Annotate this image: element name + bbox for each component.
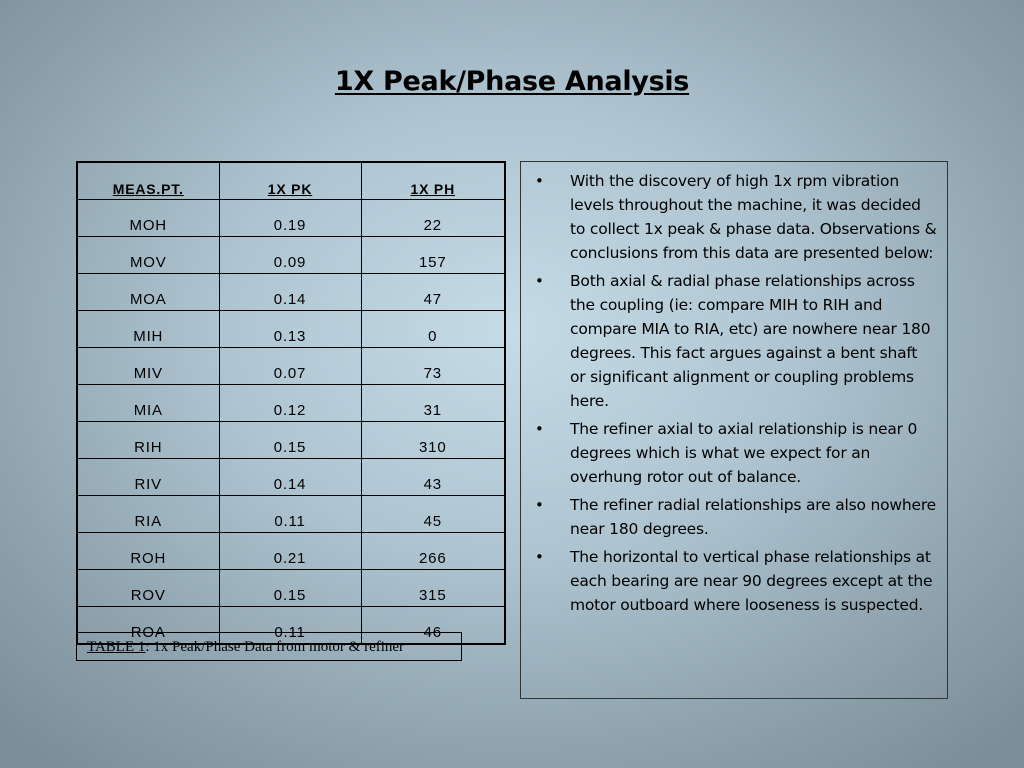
- observations-box: [520, 161, 948, 699]
- bullet-icon: •: [535, 272, 544, 290]
- bullet-icon: •: [535, 172, 544, 190]
- peak-cell: 0.21: [219, 533, 361, 570]
- peak-cell: 0.09: [219, 237, 361, 274]
- table-row: [77, 459, 505, 496]
- observation-item: [535, 493, 937, 541]
- observation-text: Both axial & radial phase relationships across the coupling (ie: compare MIH to RIH and compare MIA to RIA, etc) are nowhere near 180 degrees. This fact argues against a bent shaft or significant alignment or coupling problems here.: [570, 272, 931, 410]
- meas-pt-cell: MIH: [77, 311, 219, 348]
- bullet-icon: •: [535, 420, 544, 438]
- bullet-icon: •: [535, 496, 544, 514]
- meas-pt-cell: ROH: [77, 533, 219, 570]
- meas-pt-cell: RIH: [77, 422, 219, 459]
- observation-text: The horizontal to vertical phase relationships at each bearing are near 90 degrees except at the motor outboard where looseness is suspected.: [570, 548, 933, 614]
- meas-pt-cell: MIA: [77, 385, 219, 422]
- phase-cell: 22: [361, 200, 505, 237]
- phase-cell: 46: [361, 607, 505, 645]
- caption-label: TABLE 1: [87, 639, 146, 655]
- observations-list: [535, 169, 937, 617]
- peak-cell: 0.11: [219, 607, 361, 645]
- peak-cell: 0.14: [219, 274, 361, 311]
- peak-cell: 0.19: [219, 200, 361, 237]
- table-row: [77, 348, 505, 385]
- table-row: [77, 385, 505, 422]
- meas-pt-cell: MOA: [77, 274, 219, 311]
- meas-pt-cell: RIV: [77, 459, 219, 496]
- meas-pt-cell: ROA: [77, 607, 219, 645]
- table-row: [77, 274, 505, 311]
- table-caption: [76, 632, 462, 661]
- meas-pt-cell: RIA: [77, 496, 219, 533]
- table-header-row: [77, 162, 505, 200]
- peak-cell: 0.14: [219, 459, 361, 496]
- caption-text: : 1x Peak/Phase Data from motor & refiner: [145, 639, 405, 655]
- observation-item: [535, 269, 937, 413]
- peak-cell: 0.07: [219, 348, 361, 385]
- phase-cell: 45: [361, 496, 505, 533]
- phase-cell: 43: [361, 459, 505, 496]
- meas-pt-cell: MIV: [77, 348, 219, 385]
- table-row: [77, 237, 505, 274]
- meas-pt-cell: MOV: [77, 237, 219, 274]
- phase-cell: 266: [361, 533, 505, 570]
- header-1x-pk: 1X PK: [219, 162, 361, 200]
- table-row: [77, 533, 505, 570]
- peak-cell: 0.15: [219, 570, 361, 607]
- phase-cell: 31: [361, 385, 505, 422]
- phase-cell: 73: [361, 348, 505, 385]
- slide-title: 1X Peak/Phase Analysis: [334, 66, 690, 97]
- table-row: [77, 200, 505, 237]
- observation-text: The refiner radial relationships are also nowhere near 180 degrees.: [570, 496, 936, 538]
- phase-cell: 47: [361, 274, 505, 311]
- peak-cell: 0.15: [219, 422, 361, 459]
- peak-phase-table: [76, 161, 506, 645]
- peak-cell: 0.11: [219, 496, 361, 533]
- header-1x-ph: 1X PH: [361, 162, 505, 200]
- observation-text: The refiner axial to axial relationship is near 0 degrees which is what we expect for an overhung rotor out of balance.: [570, 420, 918, 486]
- meas-pt-cell: MOH: [77, 200, 219, 237]
- phase-cell: 0: [361, 311, 505, 348]
- peak-cell: 0.12: [219, 385, 361, 422]
- phase-cell: 157: [361, 237, 505, 274]
- table-row: [77, 422, 505, 459]
- observation-item: [535, 417, 937, 489]
- table-row: [77, 496, 505, 533]
- phase-cell: 310: [361, 422, 505, 459]
- observation-text: With the discovery of high 1x rpm vibration levels throughout the machine, it was decided to collect 1x peak & phase data. Observations & conclusions from this data are presented below:: [570, 172, 937, 262]
- bullet-icon: •: [535, 548, 544, 566]
- table-row: [77, 311, 505, 348]
- phase-cell: 315: [361, 570, 505, 607]
- observation-item: [535, 169, 937, 265]
- table-row: [77, 570, 505, 607]
- meas-pt-cell: ROV: [77, 570, 219, 607]
- peak-cell: 0.13: [219, 311, 361, 348]
- header-meas-pt: MEAS.PT.: [77, 162, 219, 200]
- observation-item: [535, 545, 937, 617]
